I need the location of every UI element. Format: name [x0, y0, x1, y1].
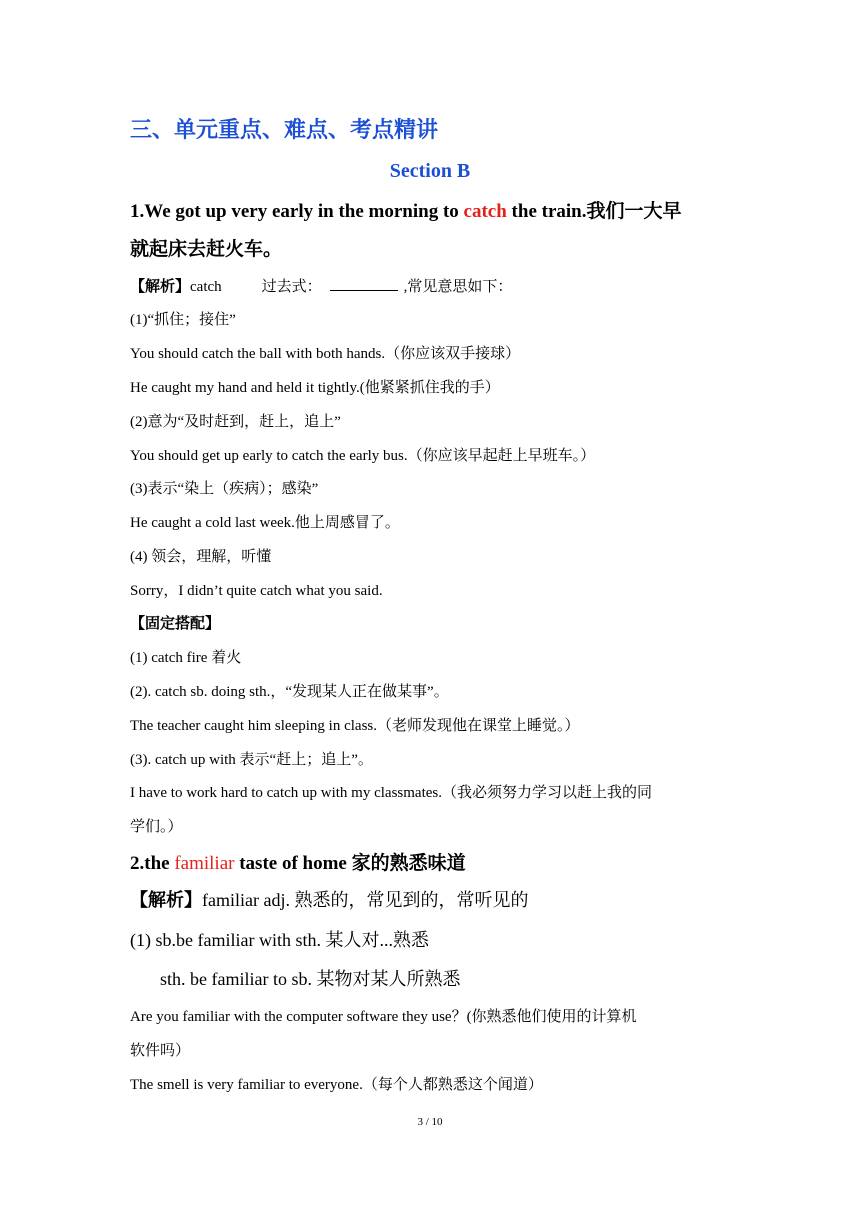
past-tense-label: 过去式： — [261, 279, 322, 295]
analysis-label: 【解析】 — [130, 890, 202, 910]
page-number: 3 / 10 — [417, 1116, 443, 1128]
item-1-sentence — [130, 196, 681, 223]
item-1-keyword: catch — [463, 201, 507, 222]
text-line: Sorry，I didn’t quite catch what you said. — [130, 583, 383, 599]
text-line: I have to work hard to catch up with my classmates.（我必须努力学习以赶上我的同 — [130, 785, 652, 801]
text-line: He caught a cold last week.他上周感冒了。 — [130, 515, 400, 531]
text-line: 软件吗） — [130, 1043, 191, 1059]
text-line: Are you familiar with the computer software they use？(你熟悉他们使用的计算机 — [130, 1009, 637, 1025]
text-line: (1)“抓住；接住” — [130, 312, 236, 328]
analysis-after-blank: ,常见意思如下： — [403, 279, 513, 295]
text-line: (2)意为“及时赶到，赶上，追上” — [130, 414, 341, 430]
section-title: Section B — [389, 160, 471, 182]
text-line: (1) sb.be familiar with sth. 某人对...熟悉 — [130, 930, 429, 950]
item-1-post: the train.我们一大早 — [506, 201, 682, 222]
item-2-pre: 2.the — [130, 853, 175, 874]
item-1-pre: 1.We got up very early in the morning to — [130, 201, 464, 222]
text-line: sth. be familiar to sb. 某物对某人所熟悉 — [160, 969, 461, 989]
text-line: You should get up early to catch the early bus.（你应该早起赶上早班车。） — [130, 448, 596, 464]
text-line: (3)表示“染上（疾病）；感染” — [130, 481, 319, 497]
item-2-keyword: familiar — [174, 853, 235, 874]
answer-blank[interactable] — [330, 276, 398, 291]
text-line: The teacher caught him sleeping in class.（老师发现他在课堂上睡觉。） — [130, 718, 580, 734]
page-heading: 三、单元重点、难点、考点精讲 — [130, 117, 439, 142]
text-line: (3). catch up with 表示“赶上；追上”。 — [130, 752, 373, 768]
analysis-1 — [130, 275, 512, 296]
item-1-continuation: 就起床去赶火车。 — [130, 239, 283, 260]
item-2-post: taste of home 家的熟悉味道 — [234, 853, 466, 874]
analysis-label: 【解析】 — [130, 279, 191, 295]
analysis-word: catch — [190, 279, 222, 295]
text-line: You should catch the ball with both hands.（你应该双手接球） — [130, 346, 521, 362]
fixed-collocation-label: 【固定搭配】 — [130, 616, 221, 632]
text-line: (2). catch sb. doing sth.，“发现某人正在做某事”。 — [130, 684, 449, 700]
item-2-sentence — [130, 848, 466, 875]
text-line: (4) 领会，理解，听懂 — [130, 549, 272, 565]
text-line: He caught my hand and held it tightly.(他紧紧抓住我的手） — [130, 380, 500, 396]
text-line: 学们。） — [130, 819, 183, 835]
analysis-2 — [130, 886, 528, 912]
analysis-2-text: familiar adj. 熟悉的，常见到的，常听见的 — [202, 890, 529, 910]
text-line: The smell is very familiar to everyone.（每个人都熟悉这个闻道） — [130, 1077, 543, 1093]
text-line: (1) catch fire 着火 — [130, 650, 242, 666]
